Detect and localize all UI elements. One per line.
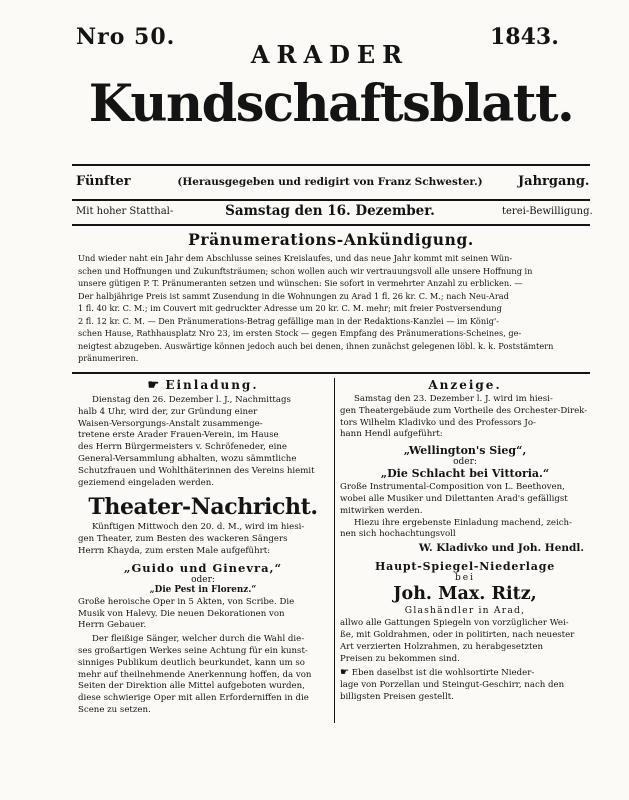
einladung-line: Waisen-Versorgungs-Anstalt zusammenge- xyxy=(78,418,263,429)
issue-number: Nro 50. xyxy=(76,24,176,50)
play-title: „Guido und Ginevra,“ xyxy=(123,560,283,575)
opera-line: Herrn Gebauer. xyxy=(78,620,147,631)
shop-role: Glashändler in Arad, xyxy=(404,605,526,617)
einladung-line: des Herrn Bürgermeisters v. Schröfeneder, eine xyxy=(78,442,287,453)
theater-intro xyxy=(78,522,328,557)
permit-right: terei-Bewilligung. xyxy=(502,206,593,217)
theater-line: Herrn Khayda, zum ersten Male aufgeführt: xyxy=(78,545,271,556)
piece-title-1: „Wellington's Sieg“, xyxy=(403,444,527,458)
theater-line: Künftigen Mittwoch den 20. d. M., wird im hiesi- xyxy=(92,522,305,533)
closing-line: Der fleißige Sänger, welcher durch die Wahl die- xyxy=(92,634,305,645)
column-divider xyxy=(334,378,335,723)
signature: W. Kladivko und Joh. Hendl. xyxy=(418,542,584,555)
announcement-line: pränumeriren. xyxy=(78,353,139,363)
einladung-heading-row xyxy=(78,378,328,393)
theater-heading: Theater-Nachricht. xyxy=(88,494,318,521)
bottom-rule xyxy=(72,224,590,226)
closing-line: sinniges Publikum deutlich beurkundet, kann um so xyxy=(78,657,305,668)
issue-date: Samstag den 16. Dezember. xyxy=(225,203,435,219)
einladung-body xyxy=(78,395,328,489)
shop-also-text: Eben daselbst ist die wohlsortirte Nieder- xyxy=(351,668,535,679)
middle-rule xyxy=(72,199,590,201)
concert-line: nen sich hochachtungsvoll xyxy=(340,529,456,540)
closing-line: Scene zu setzen. xyxy=(78,704,151,715)
theater-closing xyxy=(78,634,328,717)
permit-left: Mit hoher Statthal- xyxy=(76,206,174,217)
shop-line: Preisen zu bekommen sind. xyxy=(340,653,460,664)
shop-also-body xyxy=(340,667,590,703)
shop-line: ße, mit Goldrahmen, oder in politirten, nach neuester xyxy=(340,629,575,640)
concert-body xyxy=(340,482,590,541)
edition-middle: (Herausgegeben und redigirt von Franz Schwester.) xyxy=(177,176,483,188)
announcement-line: neigtest abzugeben. Auswärtige können jedoch auch bei denen, ihnen zunächst gelegenen löbl. k. k. Poststämtern xyxy=(78,340,554,351)
einladung-line: geziemend eingeladen werden. xyxy=(78,477,215,488)
concert-line: mitwirken werden. xyxy=(340,505,423,516)
piece-oder: oder: xyxy=(453,457,477,468)
manicule-icon: ☛ xyxy=(340,667,349,679)
piece-title-2: „Die Schlacht bei Vittoria.“ xyxy=(380,467,550,481)
manicule-icon: ☛ xyxy=(147,378,160,393)
einladung-line: tretene erste Arader Frauen-Verein, im Hause xyxy=(78,430,279,441)
issue-year: 1843. xyxy=(490,24,559,50)
announcement-heading: Pränumerations-Ankündigung. xyxy=(188,230,474,249)
shop-bei: bei xyxy=(455,573,475,584)
play-subtitle: „Die Pest in Florenz.“ xyxy=(149,584,257,595)
opera-line: Große heroische Oper in 5 Akten, von Scribe. Die xyxy=(78,596,295,607)
shop-also-line: lage von Porzellan und Steingut-Geschirr, nach den xyxy=(340,680,565,691)
anzeige-line: tors Wilhelm Kladivko und des Professors Jo- xyxy=(340,417,536,428)
theater-line: gen Theater, zum Besten des wackeren Sängers xyxy=(78,534,288,545)
top-rule xyxy=(72,164,590,166)
einladung-line: Dienstag den 26. Dezember l. J., Nachmittags xyxy=(92,395,291,405)
edition-left: Fünfter xyxy=(76,174,131,189)
concert-line: Hiezu ihre ergebenste Einladung machend, zeich- xyxy=(354,517,572,528)
anzeige-line: hann Hendl aufgeführt: xyxy=(340,429,443,440)
announcement-line: schen Hause, Rathhausplatz Nro 23, im ersten Stock — gegen Empfang des Pränumerations-Scheines, ge- xyxy=(78,328,522,338)
anzeige-heading: Anzeige. xyxy=(428,378,502,392)
einladung-line: Schutzfrauen und Wohlthäterinnen des Vereins hiemit xyxy=(78,465,315,476)
shop-heading: Haupt-Spiegel-Niederlage xyxy=(374,560,555,574)
shop-line: allwo alle Gattungen Spiegeln von vorzüglicher Wei- xyxy=(340,618,569,629)
edition-right: Jahrgang. xyxy=(518,174,590,189)
opera-description xyxy=(78,597,328,632)
closing-line: Seiten der Direktion alle Mittel aufgeboten wurden, xyxy=(78,681,305,692)
einladung-heading: Einladung. xyxy=(165,378,259,392)
announcement-line: Der halbjährige Preis ist sammt Zusendung in die Wohnungen zu Arad 1 fl. 26 kr. C. M.; nach Neu-Arad xyxy=(78,290,509,301)
newspaper-title: Kundschaftsblatt. xyxy=(88,74,574,134)
section-rule xyxy=(72,372,590,374)
shop-also-line xyxy=(340,667,590,680)
closing-line: mehr auf theilnehmende Anerkennung hoffen, da von xyxy=(78,669,312,680)
anzeige-line: gen Theatergebäude zum Vortheile des Orchester-Direk- xyxy=(340,405,588,416)
left-column xyxy=(78,378,328,717)
opera-line: Musik von Halevy. Die neuen Dekorationen von xyxy=(78,608,285,619)
shop-also-line: billigsten Preisen gestellt. xyxy=(340,691,454,702)
closing-line: ses großartigen Werkes seine Achtung für ein kunst- xyxy=(78,645,308,656)
shop-name: Joh. Max. Ritz, xyxy=(393,584,537,605)
einladung-line: halb 4 Uhr, wird der, zur Gründung einer xyxy=(78,406,258,417)
announcement-line: 2 fl. 12 kr. C. M. — Den Pränumerations-Betrag gefällige man in der Redaktions-Kanzlei — im König'- xyxy=(78,315,499,326)
place-name: ARADER xyxy=(250,40,410,69)
play-oder: oder: xyxy=(191,574,215,585)
anzeige-line: Samstag den 23. Dezember l. J. wird im hiesi- xyxy=(354,394,553,404)
shop-body xyxy=(340,618,590,665)
announcement-line: Und wieder naht ein Jahr dem Abschlusse seines Kreislaufes, und das neue Jahr kommt mit seinen Wün- xyxy=(78,253,513,263)
concert-line: Große Instrumental-Composition von L. Beethoven, xyxy=(340,482,565,493)
closing-line: diese schwierige Oper mit allen Erforderniffen in die xyxy=(78,693,309,704)
announcement-body xyxy=(78,252,588,365)
einladung-line: General-Versammlung abhalten, wozu sämmtliche xyxy=(78,453,297,464)
right-column xyxy=(340,378,590,704)
announcement-line: unsere gütigen P. T. Pränumeranten setzen und wünschen: Sie sofort in vermehrter Anzahl zu erblicken. — xyxy=(78,278,523,288)
concert-line: wobei alle Musiker und Dilettanten Arad's gefälligst xyxy=(340,493,568,504)
anzeige-body xyxy=(340,394,590,441)
announcement-line: 1 fl. 40 kr. C. M.; im Couvert mit gedruckter Adresse um 20 kr. C. M. mehr; mit freier Postversendung xyxy=(78,303,502,313)
announcement-line: schen und Hoffnungen und Zukunftsträumen; schon wollen auch wir vertrauungsvoll alle unsere Hoffnung in xyxy=(78,265,533,276)
shop-line: Art verzierten Holzrahmen, zu herabgesetzten xyxy=(340,641,544,652)
